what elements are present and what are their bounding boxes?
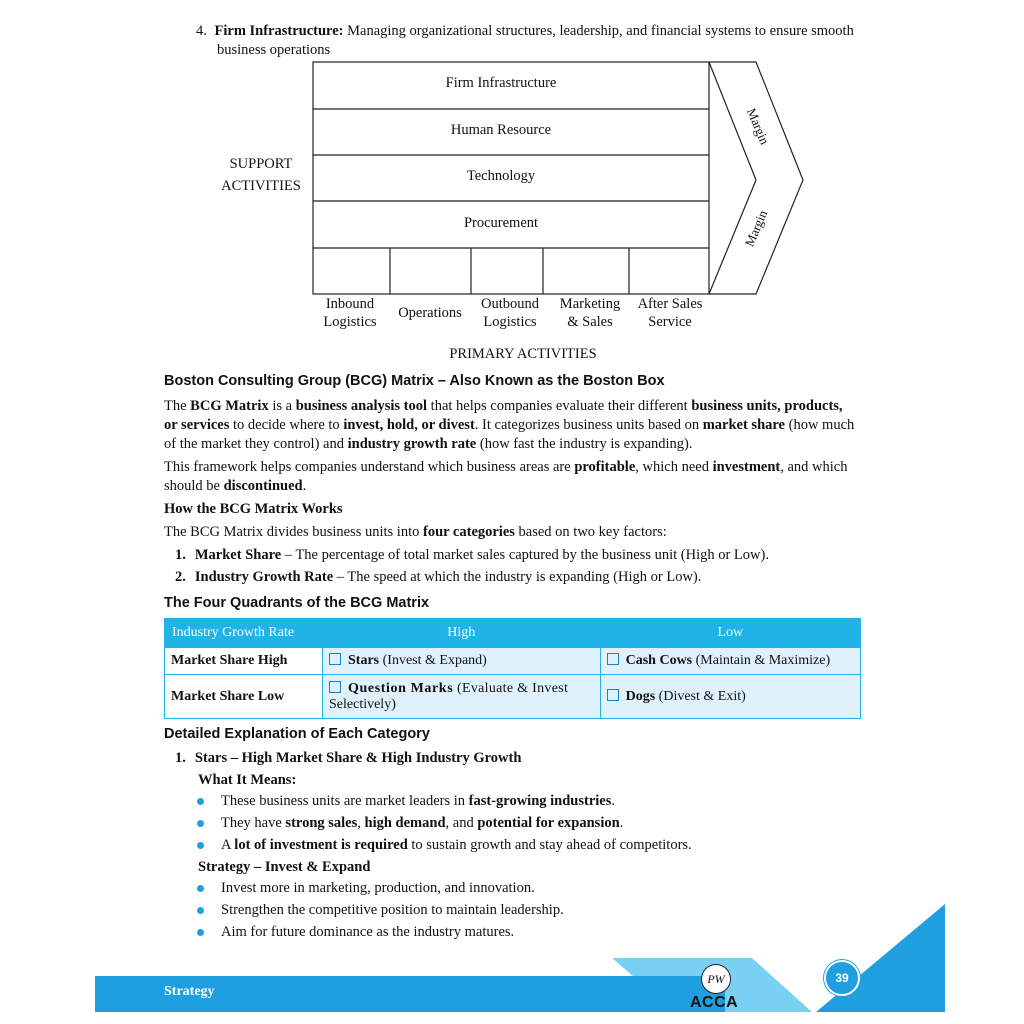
margin-label-bottom: Margin <box>741 207 771 249</box>
cell-dogs: Dogs (Divest & Exit) <box>600 675 860 719</box>
primary-after-sales-1: After Sales <box>637 296 703 312</box>
row-label: Market Share High <box>165 648 323 675</box>
row-technology: Technology <box>466 168 536 184</box>
brand-label: ACCA <box>690 994 739 1011</box>
bullet-icon <box>197 820 204 827</box>
bullet-icon <box>197 842 204 849</box>
row-procurement: Procurement <box>463 215 539 231</box>
bcg-intro-paragraph: The BCG Matrix is a business analysis tool that helps companies evaluate their different business units, products, or services to decide where to invest, hold, or divest. It categorizes business units based on market share (how much of the market they control) and industry growth rate (how fast the industry is expanding). <box>164 398 855 452</box>
checkbox-icon <box>607 653 619 665</box>
header-high: High <box>323 619 601 648</box>
what-it-means: What It Means: <box>198 772 297 788</box>
strategy-heading: Strategy – Invest & Expand <box>198 859 371 875</box>
primary-activities-label: PRIMARY ACTIVITIES <box>449 346 597 362</box>
checkbox-icon <box>329 653 341 665</box>
checkbox-icon <box>329 681 341 693</box>
primary-marketing-2: & Sales <box>567 314 613 330</box>
row-human-resource: Human Resource <box>450 122 552 138</box>
factor-item: 2. Industry Growth Rate – The speed at which the industry is expanding (High or Low). <box>175 569 702 585</box>
cell-cash-cows: Cash Cows (Maintain & Maximize) <box>600 648 860 675</box>
header-growth-rate: Industry Growth Rate <box>165 619 323 648</box>
page-number: 39 <box>835 971 849 985</box>
footer-corner-triangle <box>816 904 945 1012</box>
checkbox-icon <box>607 689 619 701</box>
bcg-table <box>164 618 861 719</box>
bcg-heading: Boston Consulting Group (BCG) Matrix – Also Known as the Boston Box <box>164 373 665 389</box>
primary-outbound-2: Logistics <box>483 314 537 330</box>
stars-title: 1. Stars – High Market Share & High Industry Growth <box>175 750 522 766</box>
primary-inbound-2: Logistics <box>323 314 377 330</box>
header-low: Low <box>600 619 860 648</box>
list-item: These business units are market leaders in fast-growing industries. <box>221 793 615 809</box>
factors-intro: The BCG Matrix divides business units into four categories based on two key factors: <box>164 524 667 540</box>
list-item: They have strong sales, high demand, and potential for expansion. <box>221 815 624 831</box>
row-label: Market Share Low <box>165 675 323 719</box>
list-item: Aim for future dominance as the industry matures. <box>221 924 515 940</box>
list-item: A lot of investment is required to sustain growth and stay ahead of competitors. <box>221 837 692 853</box>
support-label-line2: ACTIVITIES <box>221 178 301 194</box>
footer-section-label: Strategy <box>164 984 215 999</box>
table-row <box>165 675 861 719</box>
pw-logo-icon: PW <box>701 964 731 994</box>
cell-question-marks: Question Marks (Evaluate & Invest Selectively) <box>323 675 601 719</box>
factor-item: 1. Market Share – The percentage of total market sales captured by the business unit (High or Low). <box>175 547 769 563</box>
bullet-icon <box>197 885 204 892</box>
bullet-icon <box>197 798 204 805</box>
page-number-badge <box>824 960 860 996</box>
bcg-framework-paragraph: This framework helps companies understand which business areas are profitable, which need investment, and which should be discontinued. <box>164 459 848 494</box>
list-item: Strengthen the competitive position to maintain leadership. <box>221 902 564 918</box>
intro-item-title: Firm Infrastructure: <box>214 23 344 39</box>
margin-label-top: Margin <box>743 105 773 147</box>
primary-after-sales-2: Service <box>648 314 692 330</box>
table-row <box>165 648 861 675</box>
how-heading: How the BCG Matrix Works <box>164 501 343 517</box>
primary-operations: Operations <box>398 305 462 321</box>
primary-outbound-1: Outbound <box>481 296 539 312</box>
quadrants-heading: The Four Quadrants of the BCG Matrix <box>164 595 430 611</box>
intro-item: 4. Firm Infrastructure: Managing organizational structures, leadership, and financial systems to ensure smooth business operations <box>196 23 854 58</box>
footer-decoration <box>0 900 1024 1024</box>
detail-heading: Detailed Explanation of Each Category <box>164 726 430 742</box>
support-label-line1: SUPPORT <box>229 156 293 172</box>
list-item: Invest more in marketing, production, and innovation. <box>221 880 535 896</box>
primary-marketing-1: Marketing <box>559 296 621 312</box>
primary-inbound-1: Inbound <box>325 296 375 312</box>
value-chain-diagram <box>200 58 820 368</box>
table-header-row <box>165 619 861 648</box>
cell-stars: Stars (Invest & Expand) <box>323 648 601 675</box>
row-firm-infrastructure: Firm Infrastructure <box>445 75 557 91</box>
